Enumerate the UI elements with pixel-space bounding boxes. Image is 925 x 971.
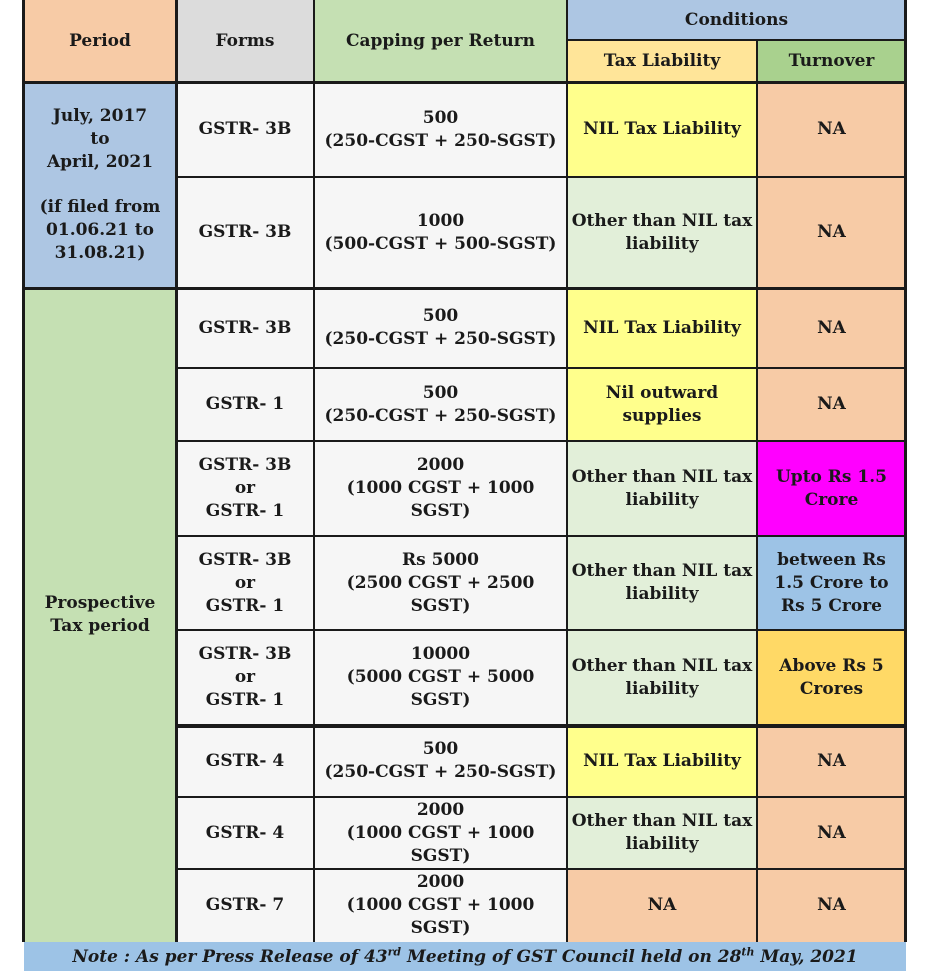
tax-liability-cell — [567, 869, 757, 942]
grid-line — [176, 440, 907, 442]
tax-liability-cell-line: Other than NIL tax — [571, 811, 753, 831]
turnover-cell — [757, 368, 906, 441]
form-cell-line: GSTR- 3B — [198, 119, 292, 139]
turnover-cell-line: Above Rs 5 — [779, 655, 884, 676]
tax-liability-cell — [567, 630, 757, 725]
tax-liability-cell — [567, 536, 757, 630]
period-past-line: 31.08.21) — [54, 243, 146, 263]
turnover-cell-line: between Rs — [777, 549, 886, 570]
capping-line: 500 — [422, 306, 459, 326]
header-conditions-label: Conditions — [684, 9, 789, 30]
grid-line — [313, 0, 315, 942]
turnover-cell — [757, 177, 906, 288]
turnover-cell-line: Crore — [804, 489, 859, 510]
tax-liability-cell — [567, 368, 757, 441]
tax-liability-cell — [567, 288, 757, 368]
header-period — [24, 0, 176, 82]
capping-line: (1000 CGST + 1000 SGST) — [346, 822, 535, 866]
form-cell — [176, 288, 314, 368]
turnover-cell-line: Upto Rs 1.5 — [775, 466, 887, 487]
form-cell — [176, 441, 314, 536]
grid-line — [176, 535, 907, 537]
grid-line — [176, 176, 907, 178]
header-period-label: Period — [69, 30, 131, 51]
capping-cell — [314, 82, 567, 177]
turnover-cell — [757, 82, 906, 177]
capping-line: 1000 — [416, 210, 465, 231]
capping-line: (250-CGST + 250-SGST) — [324, 130, 557, 151]
turnover-cell-line: Rs 5 Crore — [781, 595, 882, 616]
capping-cell — [314, 630, 567, 725]
grid-line — [22, 81, 907, 84]
capping-line: (250-CGST + 250-SGST) — [324, 329, 557, 349]
form-cell-line: GSTR- 3B — [198, 317, 292, 338]
tax-liability-cell-line: liability — [625, 678, 699, 699]
turnover-cell-line: NA — [817, 222, 846, 242]
tax-liability-cell-line: Other than NIL tax — [571, 210, 753, 231]
form-cell — [176, 536, 314, 630]
capping-cell — [314, 368, 567, 441]
tax-liability-cell — [567, 82, 757, 177]
header-turnover-label: Turnover — [788, 50, 875, 71]
period-past-line: 01.06.21 to — [46, 220, 154, 240]
grid-line — [176, 629, 907, 631]
grid-line — [904, 0, 907, 942]
capping-cell — [314, 441, 567, 536]
period-past-line: July, 2017 — [52, 106, 148, 126]
capping-line: 2000 — [416, 799, 465, 820]
tax-liability-cell-line: NIL Tax Liability — [583, 119, 741, 139]
grid-line — [175, 0, 178, 942]
grid-line — [22, 287, 907, 290]
capping-line: 10000 — [410, 644, 471, 664]
form-cell — [176, 630, 314, 725]
capping-cell — [314, 288, 567, 368]
tax-liability-cell-line: liability — [625, 489, 699, 510]
turnover-cell-line: NA — [817, 119, 846, 139]
grid-line — [567, 39, 906, 41]
form-cell — [176, 177, 314, 288]
turnover-cell — [757, 797, 906, 869]
tax-liability-cell-line: liability — [625, 834, 699, 854]
grid-line — [176, 367, 907, 369]
period-cell-past — [24, 82, 176, 288]
turnover-cell — [757, 725, 906, 797]
form-cell-line: GSTR- 1 — [205, 394, 285, 414]
tax-liability-cell — [567, 441, 757, 536]
form-cell-line: GSTR- 3B — [198, 644, 292, 664]
tax-liability-cell-line: Other than NIL tax — [571, 466, 753, 487]
grid-line — [22, 0, 25, 942]
form-cell — [176, 368, 314, 441]
turnover-cell-line: NA — [817, 750, 846, 771]
note-text: Note : As per Press Release of 43rd Meeting of GST Council held on 28th May, 2021 — [72, 944, 858, 967]
form-cell — [176, 869, 314, 942]
header-turnover — [757, 40, 906, 82]
period-past-line: (if filed from — [39, 197, 161, 217]
capping-line: (1000 CGST + 1000 SGST) — [346, 895, 535, 938]
capping-line: 2000 — [416, 872, 465, 892]
capping-line: (2500 CGST + 2500 SGST) — [346, 572, 535, 616]
header-forms — [176, 0, 314, 82]
form-cell-line: GSTR- 4 — [205, 750, 285, 771]
form-cell-line: GSTR- 7 — [205, 895, 285, 915]
tax-liability-cell-line: liability — [625, 584, 699, 604]
period-prospective-line: Prospective — [44, 593, 156, 613]
capping-cell — [314, 725, 567, 797]
tax-liability-cell-line: Other than NIL tax — [571, 655, 753, 676]
tax-liability-cell-line: Nil outward — [605, 382, 719, 403]
capping-cell — [314, 177, 567, 288]
period-past-line: to — [90, 129, 110, 149]
form-cell — [176, 725, 314, 797]
capping-line: Rs 5000 — [402, 549, 479, 570]
capping-line: (1000 CGST + 1000 SGST) — [346, 478, 535, 521]
form-cell — [176, 82, 314, 177]
capping-cell — [314, 797, 567, 869]
capping-line: (250-CGST + 250-SGST) — [324, 405, 557, 426]
header-tax-liability-label: Tax Liability — [603, 50, 721, 71]
grid-line — [566, 0, 568, 942]
capping-line: (250-CGST + 250-SGST) — [324, 762, 557, 782]
tax-liability-cell-line: supplies — [622, 405, 702, 426]
grid-line — [176, 796, 907, 798]
header-forms-label: Forms — [215, 30, 275, 51]
capping-line: 2000 — [416, 455, 465, 475]
capping-line: 500 — [422, 107, 459, 128]
form-cell-line: GSTR- 1 — [205, 690, 285, 710]
form-cell-line: or — [234, 667, 256, 687]
tax-liability-cell-line: liability — [625, 233, 699, 254]
form-cell-line: GSTR- 1 — [205, 595, 285, 616]
grid-line — [176, 724, 907, 728]
capping-line: 500 — [422, 382, 459, 403]
turnover-cell-line: NA — [817, 895, 846, 915]
turnover-cell — [757, 288, 906, 368]
turnover-cell — [757, 630, 906, 725]
tax-liability-cell-line: NA — [647, 895, 677, 915]
header-tax-liability — [567, 40, 757, 82]
form-cell-line: GSTR- 3B — [198, 549, 292, 570]
tax-liability-cell — [567, 725, 757, 797]
form-cell-line: GSTR- 3B — [198, 455, 292, 475]
period-past-line: April, 2021 — [46, 152, 154, 172]
capping-line: (500-CGST + 500-SGST) — [324, 233, 557, 254]
header-capping-label: Capping per Return — [346, 30, 535, 51]
turnover-cell-line: NA — [817, 394, 846, 414]
tax-liability-cell-line: NIL Tax Liability — [583, 317, 741, 338]
form-cell-line: GSTR- 4 — [205, 822, 285, 843]
capping-line: 500 — [422, 739, 459, 759]
header-conditions — [567, 0, 906, 40]
capping-cell — [314, 536, 567, 630]
tax-liability-cell — [567, 797, 757, 869]
turnover-cell — [757, 536, 906, 630]
tax-liability-cell-line: Other than NIL tax — [571, 561, 753, 581]
header-capping — [314, 0, 567, 82]
form-cell-line: GSTR- 3B — [198, 222, 292, 242]
turnover-cell — [757, 441, 906, 536]
tax-liability-cell — [567, 177, 757, 288]
turnover-cell-line: 1.5 Crore to — [774, 572, 889, 593]
turnover-cell-line: NA — [817, 317, 846, 338]
period-prospective-line: Tax period — [50, 616, 150, 636]
turnover-cell-line: NA — [817, 822, 846, 843]
tax-liability-cell-line: NIL Tax Liability — [583, 750, 741, 771]
turnover-cell-line: Crores — [799, 678, 864, 699]
turnover-cell — [757, 869, 906, 942]
capping-cell — [314, 869, 567, 942]
period-cell-prospective — [24, 288, 176, 942]
note-banner — [24, 942, 906, 971]
form-cell-line: or — [234, 478, 256, 498]
form-cell-line: or — [234, 572, 256, 593]
capping-line: (5000 CGST + 5000 SGST) — [346, 667, 535, 710]
grid-line — [176, 868, 907, 870]
form-cell-line: GSTR- 1 — [205, 501, 285, 521]
form-cell — [176, 797, 314, 869]
